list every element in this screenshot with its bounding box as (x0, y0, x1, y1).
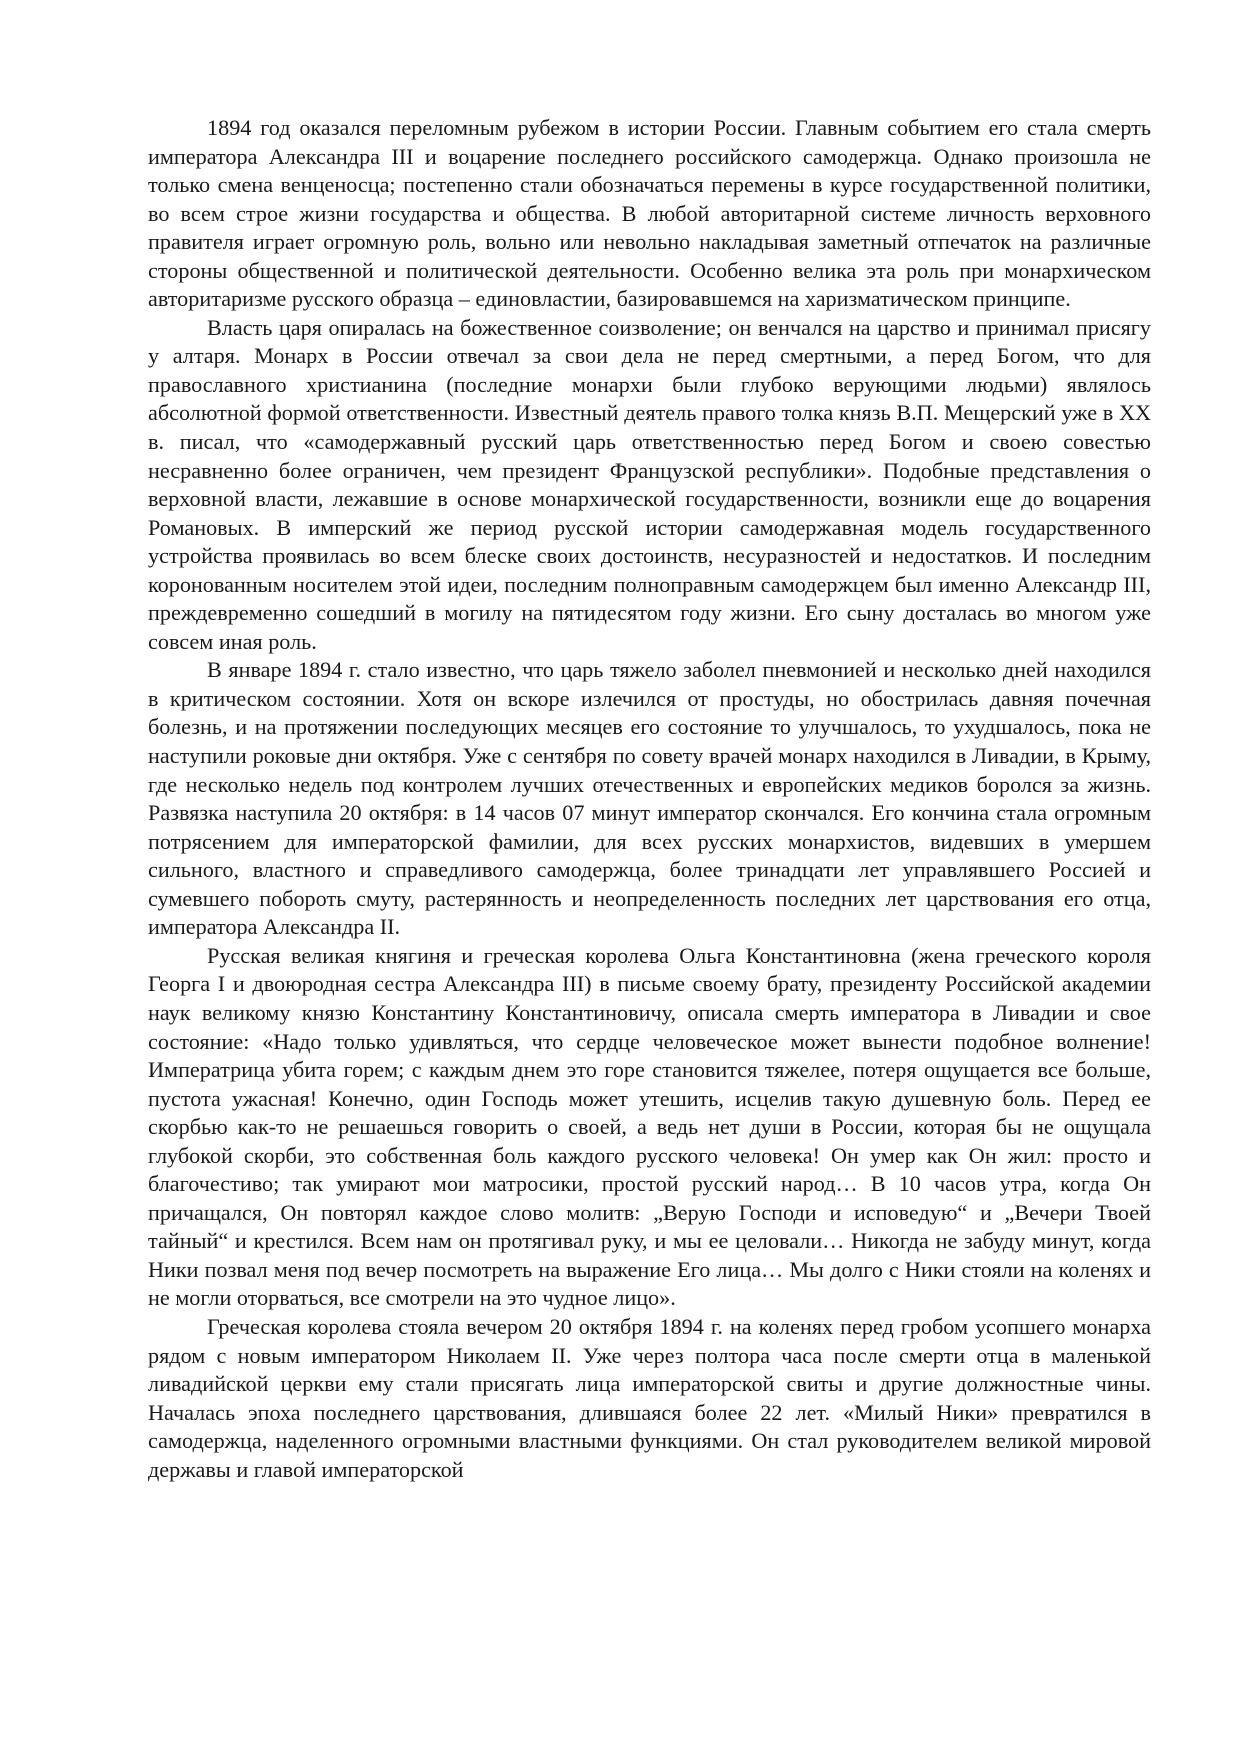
paragraph-4: Русская великая княгиня и греческая королева Ольга Константиновна (жена греческого короля Георга I и двоюродная сестра Александра III) в письме своему брату, президенту Российской академии наук великому князю Константину Константиновичу, описала смерть императора в Ливадии и свое состояние: «Надо только удивляться, что сердце человеческое может вынести подобное волнение! Императрица убита горем; с каждым днем это горе становится тяжелее, потеря ощущается все больше, пустота ужасная! Конечно, один Господь может утешить, исцелив такую душевную боль. Перед ее скорбью как-то не решаешься говорить о своей, а ведь нет души в России, которая бы не ощущала глубокой скорби, это собственная боль каждого русского человека! Он умер как Он жил: просто и благочестиво; так умирают мои матросики, простой русский народ… В 10 часов утра, когда Он причащался, Он повторял каждое слово молитв: „Верую Господи и исповедую“ и „Вечери Твоей тайный“ и крестился. Всем нам он протягивал руку, и мы ее целовали… Никогда не забуду минут, когда Ники позвал меня под вечер посмотреть на выражение Его лица… Мы долго с Ники стояли на коленях и не могли оторваться, все смотрели на это чудное лицо». (148, 942, 1151, 1311)
paragraph-1: 1894 год оказался переломным рубежом в истории России. Главным событием его стала смерть императора Александра III и воцарение последнего российского самодержца. Однако произошла не только смена венценосца; постепенно стали обозначаться перемены в курсе государственной политики, во всем строе жизни государства и общества. В любой авторитарной системе личность верховного правителя играет огромную роль, вольно или невольно накладывая заметный отпечаток на различные стороны общественной и политической деятельности. Особенно велика эта роль при монархическом авторитаризме русского образца – единовластии, базировавшемся на харизматическом принципе. (148, 115, 1151, 312)
paragraph-2: Власть царя опиралась на божественное соизволение; он венчался на царство и принимал присягу у алтаря. Монарх в России отвечал за свои дела не перед смертными, а перед Богом, что для православного христианина (последние монархи были глубоко верующими людьми) являлось абсолютной формой ответственности. Известный деятель правого толка князь В.П. Мещерский уже в XX в. писал, что «самодержавный русский царь ответственностью перед Богом и своею совестью несравненно более ограничен, чем президент Французской республики». Подобные представления о верховной власти, лежавшие в основе монархической государственности, возникли еще до воцарения Романовых. В имперский же период русской истории самодержавная модель государственного устройства проявилась во всем блеске своих достоинств, несуразностей и недостатков. И последним коронованным носителем этой идеи, последним полноправным самодержцем был именно Александр III, преждевременно сошедший в могилу на пятидесятом году жизни. Его сыну досталась во многом уже совсем иная роль. (148, 314, 1151, 654)
paragraph-5: Греческая королева стояла вечером 20 октября 1894 г. на коленях перед гробом усопшего монарха рядом с новым императором Николаем II. Уже через полтора часа после смерти отца в маленькой ливадийской церкви ему стали присягать лица императорской свиты и другие должностные чины. Началась эпоха последнего царствования, длившаяся более 22 лет. «Милый Ники» превратился в самодержца, наделенного огромными властными функциями. Он стал руководителем великой мировой державы и главой императорской (148, 1313, 1151, 1482)
paragraph-3: В январе 1894 г. стало известно, что царь тяжело заболел пневмонией и несколько дней находился в критическом состоянии. Хотя он вскоре излечился от простуды, но обострилась давняя почечная болезнь, и на протяжении последующих месяцев его состояние то улучшалось, то ухудшалось, пока не наступили роковые дни октября. Уже с сентября по совету врачей монарх находился в Ливадии, в Крыму, где несколько недель под контролем лучших отечественных и европейских медиков боролся за жизнь. Развязка наступила 20 октября: в 14 часов 07 минут император скончался. Его кончина стала огромным потрясением для императорской фамилии, для всех русских монархистов, видевших в умершем сильного, властного и справедливого самодержца, более тринадцати лет управлявшего Россией и сумевшего побороть смуту, растерянность и неопределенность последних лет царствования его отца, императора Александра II. (148, 657, 1151, 940)
document-page (148, 114, 1151, 1484)
